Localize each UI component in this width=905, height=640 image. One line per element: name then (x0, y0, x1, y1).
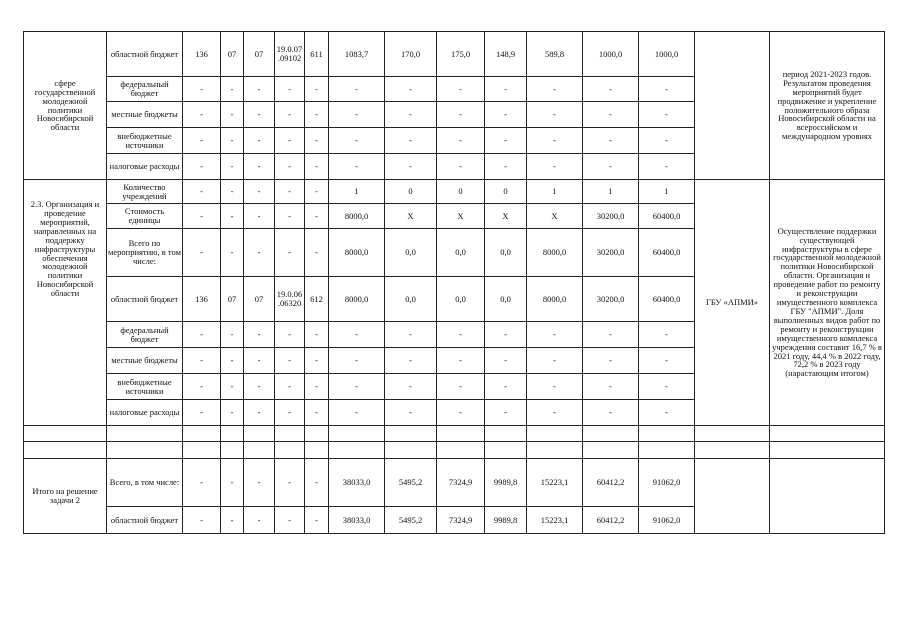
year-cell: 0,0 (485, 229, 527, 277)
year-cell: - (527, 77, 583, 102)
year-cell: 9989,8 (485, 459, 527, 507)
year-cell: - (437, 348, 485, 374)
csr-cell: - (275, 154, 305, 180)
year-cell: - (639, 374, 695, 400)
year-cell: 0 (385, 180, 437, 204)
csr-cell: - (275, 459, 305, 507)
source-label: Количество учреждений (107, 180, 183, 204)
year-cell: 30200,0 (583, 204, 639, 229)
vr-cell: 612 (305, 277, 329, 322)
grbs-cell: - (183, 102, 221, 128)
year-cell: - (485, 128, 527, 154)
year-cell: X (527, 204, 583, 229)
csr-cell: - (275, 102, 305, 128)
result-cell: Осуществление поддержки существующей инфраструктуры в сфере государственной молодежной политики Новосибирской области. Организация и проведение работ по ремонту и реконструкции имущественного комплекса ГБУ "АПМИ". Доля выполненных видов работ по ремонту и реконструкции имущественного комплекса учреждения составит 16,7 % в 2021 году, 44,4 % в 2022 году, 72,2 % в 2023 году (нарастающим итогом) (770, 180, 885, 426)
source-label: областной бюджет (107, 507, 183, 534)
pr-cell: - (244, 77, 275, 102)
source-label: внебюджетные источники (107, 374, 183, 400)
total-cell: - (329, 374, 385, 400)
source-label: местные бюджеты (107, 102, 183, 128)
year-cell: - (639, 128, 695, 154)
vr-cell: - (305, 322, 329, 348)
rz-cell: - (221, 128, 244, 154)
total-cell: - (329, 322, 385, 348)
pr-cell: - (244, 322, 275, 348)
vr-cell: - (305, 77, 329, 102)
rz-cell: 07 (221, 277, 244, 322)
year-cell: - (437, 322, 485, 348)
source-label: налоговые расходы (107, 154, 183, 180)
year-cell: - (385, 322, 437, 348)
source-label: внебюджетные источники (107, 128, 183, 154)
year-cell: - (437, 154, 485, 180)
result-cell (770, 459, 885, 534)
year-cell: - (527, 400, 583, 426)
year-cell: - (437, 102, 485, 128)
year-cell: - (385, 400, 437, 426)
table-row (24, 32, 885, 77)
year-cell: - (485, 154, 527, 180)
grbs-cell: - (183, 180, 221, 204)
pr-cell: - (244, 507, 275, 534)
budget-table (23, 31, 885, 534)
executor-cell: ГБУ «АПМИ» (695, 180, 770, 426)
year-cell: - (583, 128, 639, 154)
pr-cell: - (244, 374, 275, 400)
rz-cell: - (221, 322, 244, 348)
pr-cell: - (244, 229, 275, 277)
total-cell: 8000,0 (329, 204, 385, 229)
year-cell: - (485, 400, 527, 426)
year-cell: - (639, 154, 695, 180)
year-cell: - (527, 322, 583, 348)
year-cell: - (583, 348, 639, 374)
year-cell: 5495,2 (385, 507, 437, 534)
vr-cell: - (305, 204, 329, 229)
result-cell: период 2021-2023 годов. Результатом проведения мероприятий будет продвижение и укрепление положительного образа Новосибирской области на всероссийском и международном уровнях (770, 32, 885, 180)
year-cell: X (385, 204, 437, 229)
csr-cell: - (275, 77, 305, 102)
activity-name-cell: сфере государственной молодежной политики Новосибирской области (24, 32, 107, 180)
csr-cell: - (275, 507, 305, 534)
year-cell: - (385, 77, 437, 102)
year-cell: 170,0 (385, 32, 437, 77)
rz-cell: 07 (221, 32, 244, 77)
year-cell: - (527, 102, 583, 128)
vr-cell: - (305, 374, 329, 400)
total-cell: 8000,0 (329, 277, 385, 322)
source-label: федеральный бюджет (107, 77, 183, 102)
year-cell: 0,0 (385, 277, 437, 322)
year-cell: - (437, 374, 485, 400)
year-cell: 60400,0 (639, 277, 695, 322)
vr-cell: - (305, 154, 329, 180)
year-cell: 0,0 (437, 277, 485, 322)
grbs-cell: 136 (183, 277, 221, 322)
csr-cell: - (275, 204, 305, 229)
year-cell: 8000,0 (527, 229, 583, 277)
pr-cell: - (244, 128, 275, 154)
year-cell: X (485, 204, 527, 229)
total-cell: 1083,7 (329, 32, 385, 77)
csr-cell: 19.0.06.06320 (275, 277, 305, 322)
csr-cell: - (275, 180, 305, 204)
year-cell: - (527, 374, 583, 400)
source-label: Всего, в том числе: (107, 459, 183, 507)
grbs-cell: - (183, 322, 221, 348)
year-cell: 148,9 (485, 32, 527, 77)
year-cell: - (639, 348, 695, 374)
vr-cell: 611 (305, 32, 329, 77)
pr-cell: - (244, 204, 275, 229)
year-cell: 30200,0 (583, 277, 639, 322)
year-cell: - (639, 400, 695, 426)
year-cell: 60412,2 (583, 507, 639, 534)
pr-cell: - (244, 459, 275, 507)
executor-cell (695, 32, 770, 180)
year-cell: 30200,0 (583, 229, 639, 277)
year-cell: - (437, 400, 485, 426)
year-cell: 60412,2 (583, 459, 639, 507)
grbs-cell: - (183, 229, 221, 277)
year-cell: 91062,0 (639, 507, 695, 534)
year-cell: - (583, 154, 639, 180)
source-label: Всего по мероприятию, в том числе: (107, 229, 183, 277)
year-cell: 91062,0 (639, 459, 695, 507)
year-cell: 1000,0 (639, 32, 695, 77)
pr-cell: - (244, 348, 275, 374)
vr-cell: - (305, 400, 329, 426)
year-cell: - (583, 400, 639, 426)
year-cell: 1 (527, 180, 583, 204)
source-label: федеральный бюджет (107, 322, 183, 348)
empty-row (24, 442, 885, 459)
year-cell: - (583, 77, 639, 102)
year-cell: 175,0 (437, 32, 485, 77)
year-cell: - (527, 128, 583, 154)
grbs-cell: - (183, 204, 221, 229)
total-cell: 1 (329, 180, 385, 204)
csr-cell: 19.0.07.09102 (275, 32, 305, 77)
vr-cell: - (305, 459, 329, 507)
year-cell: - (437, 77, 485, 102)
activity-name-cell: 2.3. Организация и проведение мероприятий, направленных на поддержку инфраструктуры обеспечения молодежной политики Новосибирской области (24, 180, 107, 426)
year-cell: 1000,0 (583, 32, 639, 77)
year-cell: 7324,9 (437, 459, 485, 507)
vr-cell: - (305, 102, 329, 128)
source-label: областной бюджет (107, 277, 183, 322)
year-cell: - (527, 154, 583, 180)
year-cell: - (639, 102, 695, 128)
year-cell: 589,8 (527, 32, 583, 77)
total-cell: - (329, 128, 385, 154)
rz-cell: - (221, 180, 244, 204)
year-cell: - (385, 154, 437, 180)
total-cell: 38033,0 (329, 507, 385, 534)
pr-cell: - (244, 180, 275, 204)
csr-cell: - (275, 400, 305, 426)
total-cell: - (329, 102, 385, 128)
year-cell: - (485, 322, 527, 348)
year-cell: 0,0 (385, 229, 437, 277)
source-label: Стоимость единицы (107, 204, 183, 229)
year-cell: - (583, 322, 639, 348)
grbs-cell: - (183, 400, 221, 426)
rz-cell: - (221, 102, 244, 128)
vr-cell: - (305, 348, 329, 374)
pr-cell: - (244, 154, 275, 180)
year-cell: 15223,1 (527, 459, 583, 507)
csr-cell: - (275, 348, 305, 374)
rz-cell: - (221, 507, 244, 534)
csr-cell: - (275, 322, 305, 348)
total-cell: 38033,0 (329, 459, 385, 507)
year-cell: 0,0 (437, 229, 485, 277)
csr-cell: - (275, 128, 305, 154)
pr-cell: 07 (244, 277, 275, 322)
total-cell: 8000,0 (329, 229, 385, 277)
source-label: налоговые расходы (107, 400, 183, 426)
grbs-cell: - (183, 128, 221, 154)
year-cell: - (385, 348, 437, 374)
rz-cell: - (221, 374, 244, 400)
year-cell: 9989,8 (485, 507, 527, 534)
year-cell: - (485, 102, 527, 128)
year-cell: 1 (583, 180, 639, 204)
year-cell: 7324,9 (437, 507, 485, 534)
year-cell: - (583, 374, 639, 400)
executor-cell (695, 459, 770, 534)
grbs-cell: - (183, 154, 221, 180)
table-row (24, 459, 885, 507)
rz-cell: - (221, 348, 244, 374)
year-cell: - (485, 77, 527, 102)
source-label: областной бюджет (107, 32, 183, 77)
source-label: местные бюджеты (107, 348, 183, 374)
year-cell: 5495,2 (385, 459, 437, 507)
total-cell: - (329, 348, 385, 374)
year-cell: 15223,1 (527, 507, 583, 534)
year-cell: - (485, 374, 527, 400)
year-cell: - (385, 102, 437, 128)
total-name-cell: Итого на решение задачи 2 (24, 459, 107, 534)
grbs-cell: 136 (183, 32, 221, 77)
grbs-cell: - (183, 374, 221, 400)
year-cell: - (385, 374, 437, 400)
rz-cell: - (221, 400, 244, 426)
year-cell: - (437, 128, 485, 154)
total-cell: - (329, 400, 385, 426)
grbs-cell: - (183, 507, 221, 534)
rz-cell: - (221, 459, 244, 507)
vr-cell: - (305, 128, 329, 154)
total-cell: - (329, 77, 385, 102)
year-cell: - (639, 77, 695, 102)
vr-cell: - (305, 507, 329, 534)
pr-cell: 07 (244, 32, 275, 77)
grbs-cell: - (183, 77, 221, 102)
table-row (24, 180, 885, 204)
vr-cell: - (305, 180, 329, 204)
year-cell: 60400,0 (639, 229, 695, 277)
year-cell: - (639, 322, 695, 348)
year-cell: - (583, 102, 639, 128)
rz-cell: - (221, 229, 244, 277)
year-cell: 0 (485, 180, 527, 204)
year-cell: 1 (639, 180, 695, 204)
rz-cell: - (221, 77, 244, 102)
year-cell: 8000,0 (527, 277, 583, 322)
vr-cell: - (305, 229, 329, 277)
year-cell: - (485, 348, 527, 374)
pr-cell: - (244, 102, 275, 128)
csr-cell: - (275, 229, 305, 277)
year-cell: 0 (437, 180, 485, 204)
pr-cell: - (244, 400, 275, 426)
rz-cell: - (221, 204, 244, 229)
empty-row (24, 426, 885, 442)
year-cell: 60400,0 (639, 204, 695, 229)
grbs-cell: - (183, 459, 221, 507)
year-cell: X (437, 204, 485, 229)
csr-cell: - (275, 374, 305, 400)
total-cell: - (329, 154, 385, 180)
grbs-cell: - (183, 348, 221, 374)
year-cell: - (385, 128, 437, 154)
rz-cell: - (221, 154, 244, 180)
year-cell: 0,0 (485, 277, 527, 322)
year-cell: - (527, 348, 583, 374)
